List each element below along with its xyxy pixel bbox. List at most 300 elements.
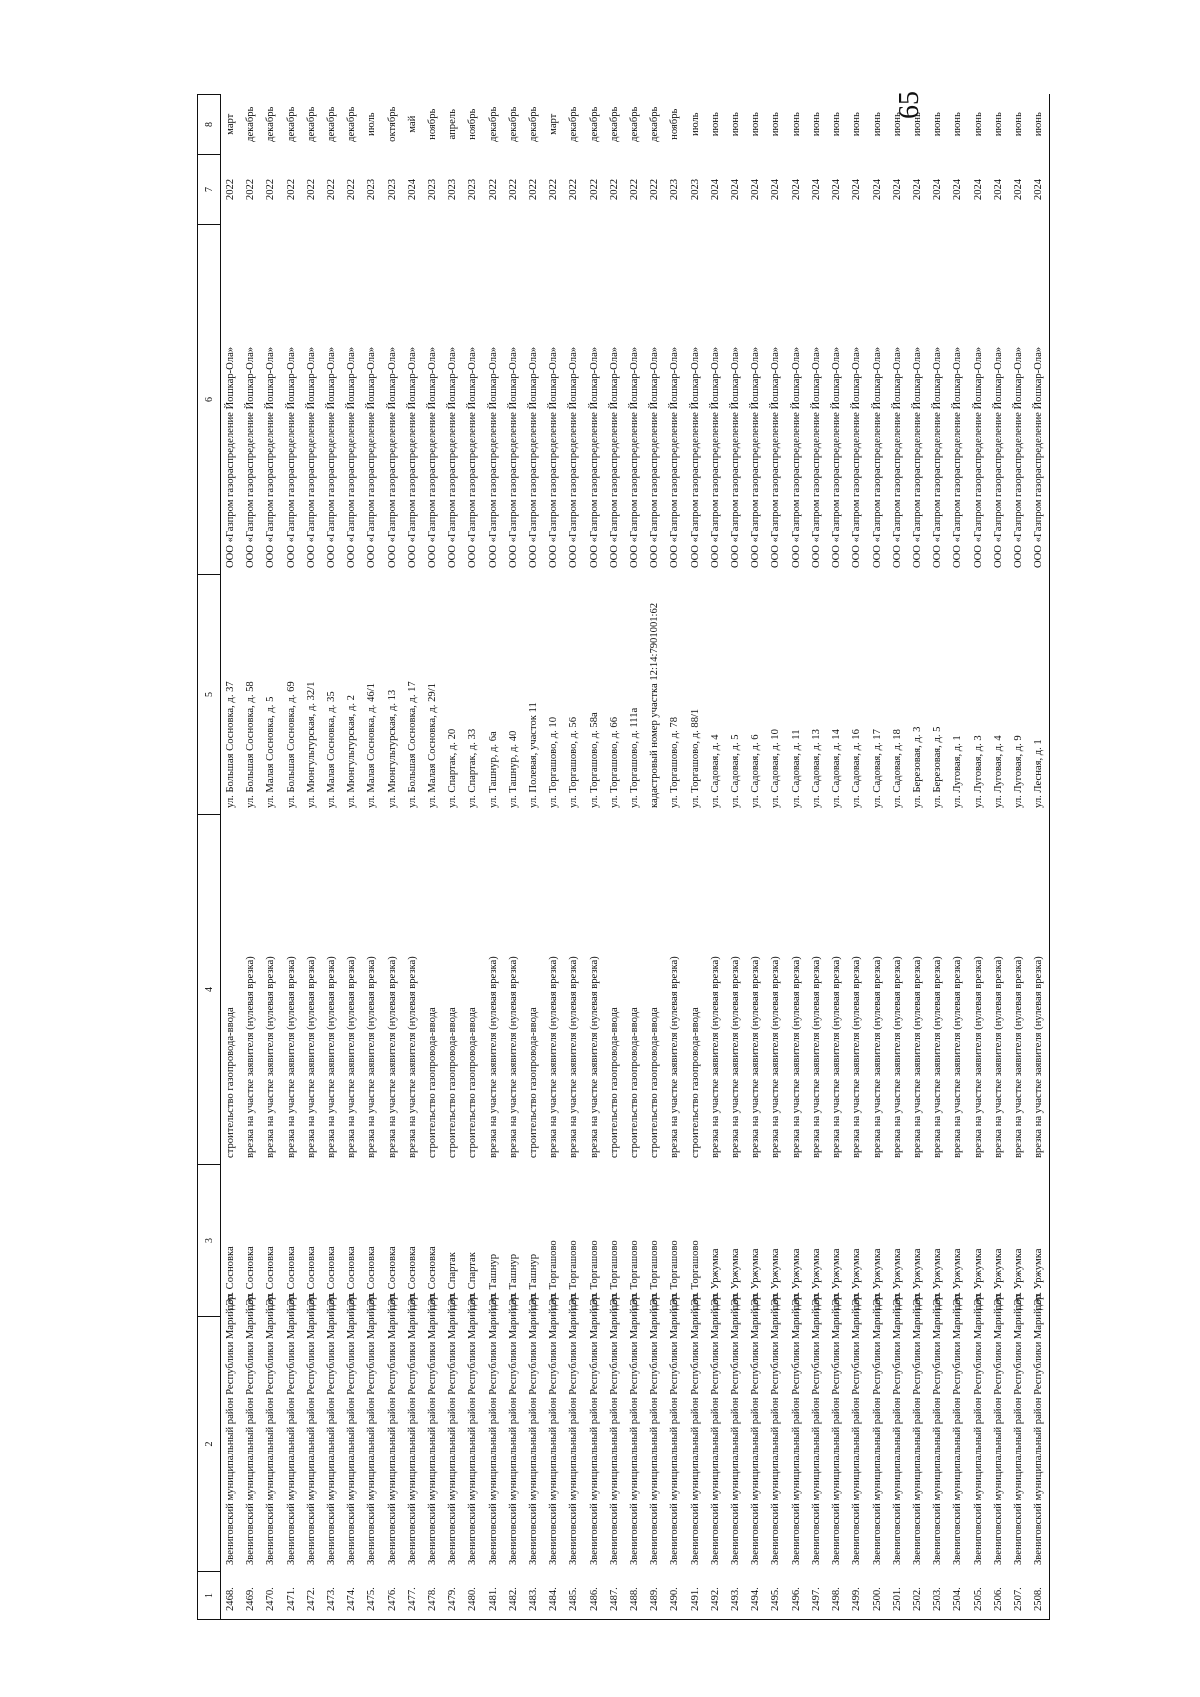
- cell-organization: ООО «Газпром газораспределение Йошкар-Ола»: [265, 346, 277, 568]
- cell-district: Звениговский муниципальный район Республики Марий Эл: [669, 1293, 681, 1565]
- cell-row-number: 2486.: [585, 1572, 605, 1620]
- cell-work-type: врезка на участке заявителя (нулевая врезка): [245, 956, 257, 1158]
- cell-work-type: врезка на участке заявителя (нулевая врезка): [1029, 815, 1050, 1165]
- cell-year: 2024: [851, 178, 863, 201]
- cell-month: июнь: [932, 112, 944, 137]
- cell-organization: ООО «Газпром газораспределение Йошкар-Ола»: [629, 346, 641, 568]
- table-row: [969, 95, 989, 1620]
- cell-address: ул. Садовая, д. 17: [871, 729, 883, 808]
- cell-organization: ООО «Газпром газораспределение Йошкар-Ола»: [831, 346, 843, 568]
- table-row: [807, 95, 827, 1620]
- cell-year: 2022: [487, 178, 499, 201]
- cell-year: 2023: [427, 178, 439, 201]
- cell-settlement: дер. Сосновка: [265, 1246, 277, 1310]
- cell-district: Звениговский муниципальный район Республики Марий Эл: [548, 1293, 560, 1565]
- cell-row-number: 2493.: [726, 1572, 746, 1620]
- table-row: [423, 95, 443, 1620]
- cell-settlement: дер. Уржумка: [810, 1248, 822, 1310]
- cell-address: ул. Малая Сосновка, д. 35: [326, 691, 338, 808]
- cell-month: декабрь: [588, 106, 600, 142]
- cell-district: Звениговский муниципальный район Республики Марий Эл: [952, 1293, 964, 1565]
- cell-organization: ООО «Газпром газораспределение Йошкар-Ола»: [528, 346, 540, 568]
- cell-settlement: дер. Уржумка: [730, 1248, 742, 1310]
- cell-year: 2024: [891, 178, 903, 201]
- cell-work-type: строительство газопровода-ввода: [608, 1007, 620, 1158]
- cell-row-number: 2482.: [504, 1572, 524, 1620]
- cell-organization: ООО «Газпром газораспределение Йошкар-Ола»: [366, 346, 378, 568]
- table-row: [847, 95, 867, 1620]
- cell-settlement: дер. Сосновка: [386, 1246, 398, 1310]
- cell-address: ул. Садовая, д. 4: [709, 734, 721, 808]
- cell-month: ноябрь: [427, 108, 439, 140]
- cell-month: декабрь: [346, 106, 358, 142]
- cell-row-number: 2473.: [322, 1572, 342, 1620]
- cell-year: 2022: [528, 178, 540, 201]
- table-row: [362, 95, 382, 1620]
- table-row: [908, 95, 928, 1620]
- cell-month: март: [548, 113, 560, 135]
- cell-district: Звениговский муниципальный район Республики Марий Эл: [447, 1293, 459, 1565]
- cell-year: 2024: [1012, 178, 1024, 201]
- cell-settlement: дер. Торгашово: [629, 1240, 641, 1310]
- cell-address: ул. Спартак, д. 33: [467, 728, 479, 808]
- cell-work-type: врезка на участке заявителя (нулевая врезка): [730, 956, 742, 1158]
- cell-settlement: дер. Уржумка: [770, 1248, 782, 1310]
- cell-organization: ООО «Газпром газораспределение Йошкар-Ола»: [750, 346, 762, 568]
- cell-settlement: дер. Сосновка: [326, 1246, 338, 1310]
- cell-year: 2023: [366, 178, 378, 201]
- cell-month: июнь: [891, 112, 903, 137]
- cell-address: ул. Малая Сосновка, д. 5: [265, 696, 277, 808]
- header-col-organization: 6: [198, 225, 221, 575]
- cell-district: Звениговский муниципальный район Республики Марий Эл: [265, 1293, 277, 1565]
- cell-row-number: 2490.: [665, 1572, 685, 1620]
- cell-settlement: дер. Уржумка: [972, 1248, 984, 1310]
- cell-settlement: дер. Сосновка: [427, 1246, 439, 1310]
- cell-organization: ООО «Газпром газораспределение Йошкар-Ола»: [972, 346, 984, 568]
- cell-row-number: 2498.: [827, 1572, 847, 1620]
- cell-month: июнь: [851, 112, 863, 137]
- cell-district: Звениговский муниципальный район Республики Марий Эл: [992, 1293, 1004, 1565]
- cell-work-type: врезка на участке заявителя (нулевая врезка): [831, 956, 843, 1158]
- cell-settlement: дер. Уржумка: [932, 1248, 944, 1310]
- cell-month: июнь: [730, 112, 742, 137]
- cell-year: 2024: [952, 178, 964, 201]
- cell-row-number: 2485.: [564, 1572, 584, 1620]
- cell-work-type: врезка на участке заявителя (нулевая врезка): [507, 956, 519, 1158]
- cell-district: Звениговский муниципальный район Республики Марий Эл: [1029, 1317, 1050, 1572]
- cell-row-number: 2508.: [1029, 1572, 1050, 1620]
- cell-settlement: дер. Ташнур: [507, 1253, 519, 1310]
- cell-row-number: 2472.: [302, 1572, 322, 1620]
- cell-address: ул. Спартак, д. 20: [447, 728, 459, 808]
- cell-district: Звениговский муниципальный район Республики Марий Эл: [386, 1293, 398, 1565]
- cell-row-number: 2505.: [969, 1572, 989, 1620]
- cell-row-number: 2471.: [282, 1572, 302, 1620]
- table-row: [463, 95, 483, 1620]
- cell-district: Звениговский муниципальный район Республики Марий Эл: [810, 1293, 822, 1565]
- cell-work-type: врезка на участке заявителя (нулевая врезка): [992, 956, 1004, 1158]
- cell-address: ул. Большая Сосновка, д. 17: [406, 681, 418, 808]
- cell-work-type: врезка на участке заявителя (нулевая врезка): [285, 956, 297, 1158]
- cell-district: Звениговский муниципальный район Республики Марий Эл: [608, 1293, 620, 1565]
- cell-address: ул. Садовая, д. 6: [750, 734, 762, 808]
- cell-address: ул. Мюнгультурская, д. 2: [346, 695, 358, 808]
- cell-district: Звениговский муниципальный район Республики Марий Эл: [709, 1293, 721, 1565]
- cell-year: 2022: [305, 178, 317, 201]
- cell-district: Звениговский муниципальный район Республики Марий Эл: [1012, 1293, 1024, 1565]
- cell-month: ноябрь: [467, 108, 479, 140]
- cell-address: ул. Мюнгультурская, д. 32/1: [305, 681, 317, 808]
- cell-organization: ООО «Газпром газораспределение Йошкар-Ола»: [305, 346, 317, 568]
- cell-district: Звениговский муниципальный район Республики Марий Эл: [750, 1293, 762, 1565]
- cell-settlement: дер. Уржумка: [871, 1248, 883, 1310]
- table-rotator: [197, 95, 1045, 1620]
- cell-year: 2022: [326, 178, 338, 201]
- cell-district: Звениговский муниципальный район Республики Марий Эл: [507, 1293, 519, 1565]
- cell-work-type: строительство газопровода-ввода: [447, 1007, 459, 1158]
- cell-organization: ООО «Газпром газораспределение Йошкар-Ола»: [730, 346, 742, 568]
- cell-work-type: врезка на участке заявителя (нулевая врезка): [972, 956, 984, 1158]
- cell-row-number: 2468.: [221, 1572, 242, 1620]
- cell-month: июнь: [790, 112, 802, 137]
- cell-district: Звениговский муниципальный район Республики Марий Эл: [285, 1293, 297, 1565]
- cell-address: ул. Луговая, д. 3: [972, 735, 984, 808]
- table-row: [302, 95, 322, 1620]
- cell-row-number: 2501.: [888, 1572, 908, 1620]
- cell-row-number: 2495.: [766, 1572, 786, 1620]
- cell-work-type: врезка на участке заявителя (нулевая врезка): [851, 956, 863, 1158]
- cell-row-number: 2474.: [342, 1572, 362, 1620]
- table-row: [1009, 95, 1029, 1620]
- cell-organization: ООО «Газпром газораспределение Йошкар-Ола»: [467, 346, 479, 568]
- cell-month: декабрь: [629, 106, 641, 142]
- cell-address: ул. Малая Сосновка, д. 29/1: [427, 683, 439, 808]
- cell-month: декабрь: [568, 106, 580, 142]
- cell-settlement: дер. Уржумка: [992, 1248, 1004, 1310]
- cell-year: 2023: [386, 178, 398, 201]
- rotated-table-container: [197, 95, 1045, 1620]
- cell-year: 2022: [265, 178, 277, 201]
- cell-district: Звениговский муниципальный район Республики Марий Эл: [326, 1293, 338, 1565]
- cell-year: 2022: [245, 178, 257, 201]
- cell-work-type: строительство газопровода-ввода: [649, 1007, 661, 1158]
- table-row: [605, 95, 625, 1620]
- cell-settlement: дер. Уржумка: [831, 1248, 843, 1310]
- cell-organization: ООО «Газпром газораспределение Йошкар-Ола»: [225, 346, 236, 568]
- table-row: [787, 95, 807, 1620]
- cell-month: май: [406, 115, 418, 133]
- cell-month: декабрь: [245, 106, 257, 142]
- cell-work-type: строительство газопровода-ввода: [225, 1007, 236, 1158]
- cell-organization: ООО «Газпром газораспределение Йошкар-Ола»: [568, 346, 580, 568]
- cell-organization: ООО «Газпром газораспределение Йошкар-Ола»: [386, 346, 398, 568]
- cell-address: ул. Большая Сосновка, д. 37: [225, 681, 236, 808]
- cell-work-type: врезка на участке заявителя (нулевая врезка): [346, 956, 358, 1158]
- cell-address: ул. Садовая, д. 13: [810, 729, 822, 808]
- table-row: [726, 95, 746, 1620]
- cell-year: 2024: [730, 178, 742, 201]
- cell-year: 2022: [225, 178, 236, 201]
- cell-year: 2024: [406, 178, 418, 201]
- page-number: 65: [894, 91, 925, 119]
- table-row: [746, 95, 766, 1620]
- cell-month: июнь: [770, 112, 782, 137]
- cell-district: Звениговский муниципальный район Республики Марий Эл: [871, 1293, 883, 1565]
- cell-year: 2024: [992, 178, 1004, 201]
- cell-address: ул. Торгашово, д. 78: [669, 717, 681, 808]
- cell-work-type: врезка на участке заявителя (нулевая врезка): [568, 956, 580, 1158]
- cell-row-number: 2469.: [241, 1572, 261, 1620]
- cell-district: Звениговский муниципальный район Республики Марий Эл: [487, 1293, 499, 1565]
- cell-district: Звениговский муниципальный район Республики Марий Эл: [406, 1293, 418, 1565]
- cell-settlement: дер. Сосновка: [225, 1246, 236, 1310]
- header-col-district: 2: [198, 1317, 221, 1572]
- cell-row-number: 2502.: [908, 1572, 928, 1620]
- table-row: [888, 95, 908, 1620]
- header-col-address: 5: [198, 575, 221, 815]
- cell-row-number: 2476.: [383, 1572, 403, 1620]
- cell-district: Звениговский муниципальный район Республики Марий Эл: [568, 1293, 580, 1565]
- cell-organization: ООО «Газпром газораспределение Йошкар-Ола»: [406, 346, 418, 568]
- header-col-settlement: 3: [198, 1165, 221, 1317]
- cell-month: декабрь: [265, 106, 277, 142]
- cell-settlement: дер. Ташнур: [487, 1253, 499, 1310]
- cell-year: 2024: [831, 178, 843, 201]
- table-row: [403, 95, 423, 1620]
- cell-settlement: дер. Ташнур: [528, 1253, 540, 1310]
- cell-district: Звениговский муниципальный район Республики Марий Эл: [891, 1293, 903, 1565]
- table-row: [868, 95, 888, 1620]
- table-row: [484, 95, 504, 1620]
- cell-work-type: врезка на участке заявителя (нулевая врезка): [548, 956, 560, 1158]
- cell-year: 2022: [649, 178, 661, 201]
- cell-address: ул. Торгашово, д. 66: [608, 717, 620, 808]
- cell-work-type: врезка на участке заявителя (нулевая врезка): [790, 956, 802, 1158]
- table-row: [645, 95, 665, 1620]
- cell-address: ул. Ташнур, д. 40: [507, 730, 519, 808]
- cell-year: 2024: [871, 178, 883, 201]
- cell-row-number: 2506.: [989, 1572, 1009, 1620]
- cell-row-number: 2494.: [746, 1572, 766, 1620]
- cell-organization: ООО «Газпром газораспределение Йошкар-Ола»: [1029, 225, 1050, 575]
- cell-organization: ООО «Газпром газораспределение Йошкар-Ола»: [427, 346, 439, 568]
- cell-month: июнь: [709, 112, 721, 137]
- cell-row-number: 2488.: [625, 1572, 645, 1620]
- cell-month: март: [225, 113, 236, 135]
- table-row: [261, 95, 281, 1620]
- cell-month: декабрь: [305, 106, 317, 142]
- cell-address: ул. Садовая, д. 5: [730, 734, 742, 808]
- cell-settlement: дер. Сосновка: [366, 1246, 378, 1310]
- cell-year: 2024: [810, 178, 822, 201]
- cell-settlement: дер. Уржумка: [1029, 1165, 1050, 1317]
- cell-year: 2023: [689, 178, 701, 201]
- cell-address: ул. Лесная, д. 1: [1029, 575, 1050, 815]
- table-row: [928, 95, 948, 1620]
- cell-district: Звениговский муниципальный район Республики Марий Эл: [467, 1293, 479, 1565]
- cell-row-number: 2487.: [605, 1572, 625, 1620]
- table-row: [827, 95, 847, 1620]
- cell-month: октябрь: [386, 106, 398, 142]
- cell-row-number: 2492.: [706, 1572, 726, 1620]
- cell-year: 2022: [608, 178, 620, 201]
- cell-work-type: строительство газопровода-ввода: [689, 1007, 701, 1158]
- cell-settlement: дер. Спартак: [447, 1252, 459, 1310]
- cell-settlement: дер. Уржумка: [891, 1248, 903, 1310]
- cell-settlement: дер. Торгашово: [608, 1240, 620, 1310]
- cell-month: июнь: [972, 112, 984, 137]
- cell-year: 2022: [285, 178, 297, 201]
- cell-work-type: врезка на участке заявителя (нулевая врезка): [406, 956, 418, 1158]
- cell-settlement: дер. Уржумка: [911, 1248, 923, 1310]
- cell-settlement: дер. Сосновка: [346, 1246, 358, 1310]
- header-col-work-type: 4: [198, 815, 221, 1165]
- cell-month: декабрь: [285, 106, 297, 142]
- cell-year: 2024: [911, 178, 923, 201]
- cell-work-type: врезка на участке заявителя (нулевая врезка): [386, 956, 398, 1158]
- cell-address: ул. Луговая, д. 9: [1012, 735, 1024, 808]
- cell-address: ул. Березовая, д. 5: [932, 726, 944, 808]
- cell-month: декабрь: [608, 106, 620, 142]
- cell-settlement: дер. Сосновка: [245, 1246, 257, 1310]
- cell-district: Звениговский муниципальный район Республики Марий Эл: [831, 1293, 843, 1565]
- cell-district: Звениговский муниципальный район Республики Марий Эл: [649, 1293, 661, 1565]
- cell-year: 2022: [588, 178, 600, 201]
- cell-month: декабрь: [649, 106, 661, 142]
- cell-organization: ООО «Газпром газораспределение Йошкар-Ола»: [548, 346, 560, 568]
- cell-work-type: врезка на участке заявителя (нулевая врезка): [366, 956, 378, 1158]
- cell-address: ул. Торгашово, д. 111а: [629, 707, 641, 808]
- cell-row-number: 2477.: [403, 1572, 423, 1620]
- cell-organization: ООО «Газпром газораспределение Йошкар-Ола»: [770, 346, 782, 568]
- cell-work-type: врезка на участке заявителя (нулевая врезка): [265, 956, 277, 1158]
- cell-month: ноябрь: [669, 108, 681, 140]
- cell-address: ул. Большая Сосновка, д. 69: [285, 681, 297, 808]
- table-row: [241, 95, 261, 1620]
- cell-district: Звениговский муниципальный район Республики Марий Эл: [528, 1293, 540, 1565]
- cell-work-type: врезка на участке заявителя (нулевая врезка): [588, 956, 600, 1158]
- cell-settlement: дер. Сосновка: [406, 1246, 418, 1310]
- cell-settlement: дер. Спартак: [467, 1252, 479, 1310]
- cell-work-type: строительство газопровода-ввода: [629, 1007, 641, 1158]
- cell-address: ул. Торгашово, д. 10: [548, 717, 560, 808]
- cell-district: Звениговский муниципальный район Республики Марий Эл: [689, 1293, 701, 1565]
- cell-row-number: 2478.: [423, 1572, 443, 1620]
- cell-row-number: 2507.: [1009, 1572, 1029, 1620]
- table-row: [322, 95, 342, 1620]
- table-row: [989, 95, 1009, 1620]
- cell-row-number: 2504.: [948, 1572, 968, 1620]
- cell-settlement: дер. Торгашово: [649, 1240, 661, 1310]
- table-row: [221, 95, 242, 1620]
- cell-work-type: врезка на участке заявителя (нулевая врезка): [770, 956, 782, 1158]
- cell-address: ул. Торгашово, д. 58а: [588, 712, 600, 808]
- cell-address: ул. Торгашово, д. 56: [568, 717, 580, 808]
- cell-organization: ООО «Газпром газораспределение Йошкар-Ола»: [608, 346, 620, 568]
- table-row: [585, 95, 605, 1620]
- cell-district: Звениговский муниципальный район Республики Марий Эл: [790, 1293, 802, 1565]
- table-row: [706, 95, 726, 1620]
- table-row: [766, 95, 786, 1620]
- cell-district: Звениговский муниципальный район Республики Марий Эл: [629, 1293, 641, 1565]
- header-col-year: 7: [198, 155, 221, 225]
- cell-organization: ООО «Газпром газораспределение Йошкар-Ола»: [911, 346, 923, 568]
- cell-row-number: 2480.: [463, 1572, 483, 1620]
- cell-district: Звениговский муниципальный район Республики Марий Эл: [225, 1293, 236, 1565]
- cell-organization: ООО «Газпром газораспределение Йошкар-Ола»: [487, 346, 499, 568]
- cell-row-number: 2491.: [686, 1572, 706, 1620]
- cell-month: декабрь: [528, 106, 540, 142]
- cell-month: апрель: [447, 109, 459, 140]
- table-row: [383, 95, 403, 1620]
- cell-row-number: 2484.: [544, 1572, 564, 1620]
- cell-address: ул. Торгашово, д. 88/1: [689, 708, 701, 808]
- cell-organization: ООО «Газпром газораспределение Йошкар-Ола»: [588, 346, 600, 568]
- cell-organization: ООО «Газпром газораспределение Йошкар-Ола»: [709, 346, 721, 568]
- cell-year: 2024: [972, 178, 984, 201]
- cell-row-number: 2503.: [928, 1572, 948, 1620]
- cell-organization: ООО «Газпром газораспределение Йошкар-Ола»: [932, 346, 944, 568]
- cell-district: Звениговский муниципальный район Республики Марий Эл: [932, 1293, 944, 1565]
- cell-row-number: 2499.: [847, 1572, 867, 1620]
- cell-settlement: дер. Торгашово: [588, 1240, 600, 1310]
- cell-address: ул. Луговая, д. 1: [952, 735, 964, 808]
- cell-year: 2023: [467, 178, 479, 201]
- cell-work-type: врезка на участке заявителя (нулевая врезка): [891, 956, 903, 1158]
- cell-organization: ООО «Газпром газораспределение Йошкар-Ола»: [810, 346, 822, 568]
- cell-work-type: врезка на участке заявителя (нулевая врезка): [911, 956, 923, 1158]
- cell-address: ул. Мюнгультурская, д. 13: [386, 689, 398, 808]
- cell-settlement: дер. Уржумка: [952, 1248, 964, 1310]
- cell-organization: ООО «Газпром газораспределение Йошкар-Ола»: [790, 346, 802, 568]
- cell-organization: ООО «Газпром газораспределение Йошкар-Ола»: [851, 346, 863, 568]
- cell-year: 2024: [932, 178, 944, 201]
- gas-connection-table: [197, 94, 1050, 1620]
- cell-work-type: врезка на участке заявителя (нулевая врезка): [487, 956, 499, 1158]
- cell-row-number: 2470.: [261, 1572, 281, 1620]
- table-row: [282, 95, 302, 1620]
- cell-organization: ООО «Газпром газораспределение Йошкар-Ола»: [689, 346, 701, 568]
- cell-address: ул. Садовая, д. 16: [851, 729, 863, 808]
- table-row: [544, 95, 564, 1620]
- cell-district: Звениговский муниципальный район Республики Марий Эл: [305, 1293, 317, 1565]
- cell-month: июль: [366, 112, 378, 136]
- cell-row-number: 2481.: [484, 1572, 504, 1620]
- cell-settlement: дер. Торгашово: [669, 1240, 681, 1310]
- cell-month: декабрь: [326, 106, 338, 142]
- cell-work-type: врезка на участке заявителя (нулевая врезка): [709, 956, 721, 1158]
- table-row: [524, 95, 544, 1620]
- cell-work-type: врезка на участке заявителя (нулевая врезка): [326, 956, 338, 1158]
- table-row: [1029, 95, 1050, 1620]
- cell-organization: ООО «Газпром газораспределение Йошкар-Ола»: [649, 346, 661, 568]
- cell-year: 2022: [568, 178, 580, 201]
- cell-address: ул. Садовая, д. 14: [831, 729, 843, 808]
- table-row: [948, 95, 968, 1620]
- table-row: [564, 95, 584, 1620]
- cell-settlement: дер. Уржумка: [790, 1248, 802, 1310]
- cell-row-number: 2496.: [787, 1572, 807, 1620]
- table-row: [443, 95, 463, 1620]
- cell-work-type: врезка на участке заявителя (нулевая врезка): [669, 956, 681, 1158]
- cell-settlement: дер. Сосновка: [305, 1246, 317, 1310]
- cell-month: июнь: [750, 112, 762, 137]
- cell-district: Звениговский муниципальный район Республики Марий Эл: [245, 1293, 257, 1565]
- cell-month: июнь: [810, 112, 822, 137]
- cell-address: ул. Садовая, д. 18: [891, 729, 903, 808]
- cell-organization: ООО «Газпром газораспределение Йошкар-Ола»: [245, 346, 257, 568]
